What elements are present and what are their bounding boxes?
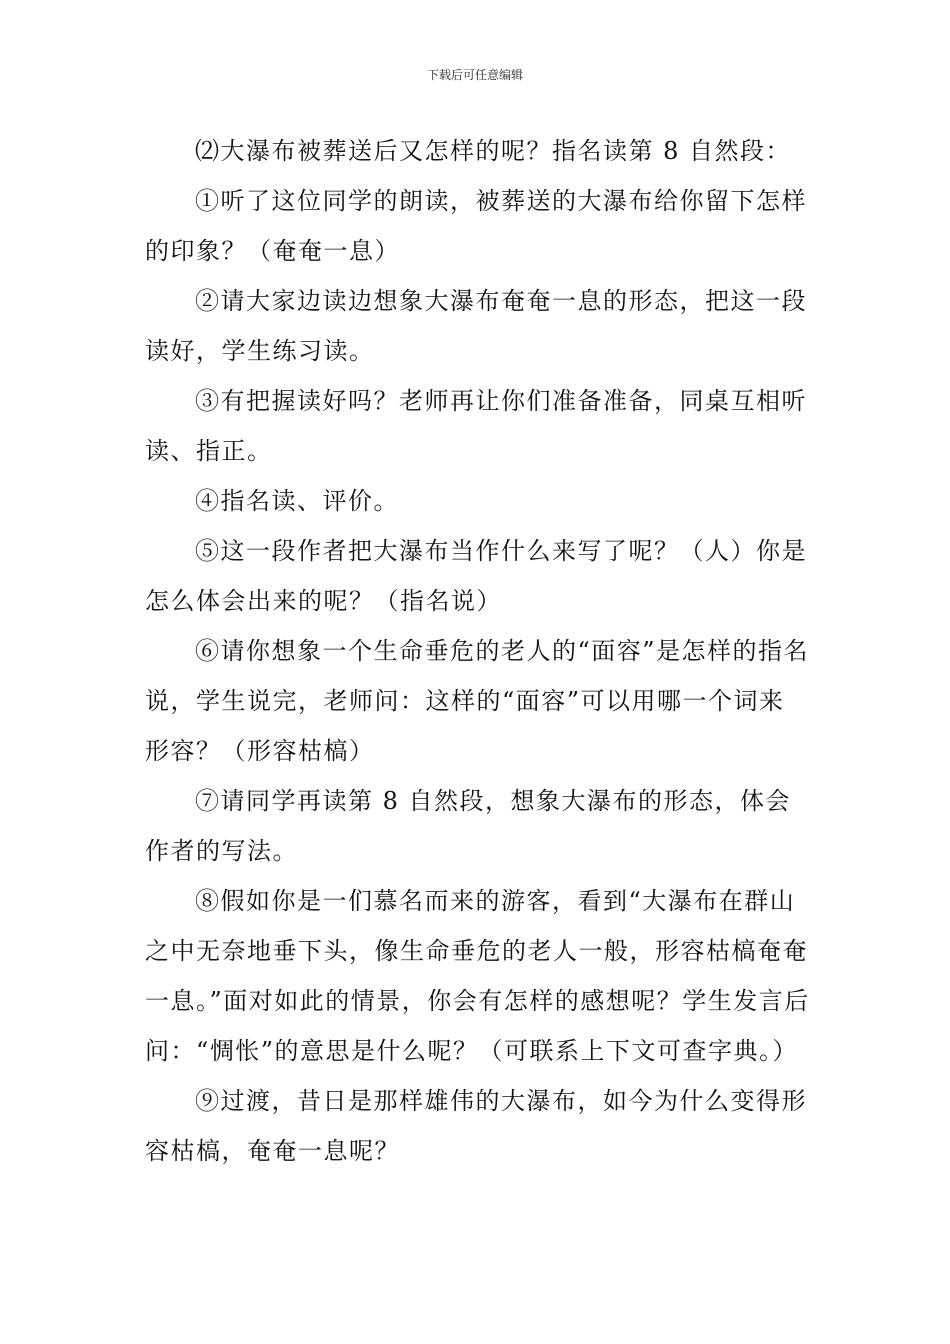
- paragraph-step-1: ①听了这位同学的朗读，被葬送的大瀑布给你留下怎样的印象？（奄奄一息）: [145, 187, 807, 265]
- document-body: [145, 126, 810, 1176]
- paragraph-step-8: ⑧假如你是一们慕名而来的游客，看到“大瀑布在群山之中无奈地垂下头，像生命垂危的老人一般，形容枯槁奄奄一息。”面对如此的情景，你会有怎样的感想呢？学生发言后问：“惆怅”的意思是什么呢？（可联系上下文可查字典。）: [145, 887, 810, 1065]
- paragraph-intro: ⑵大瀑布被葬送后又怎样的呢？指名读第 8 自然段：: [195, 137, 792, 165]
- paragraph-step-5: ⑤这一段作者把大瀑布当作什么来写了呢？（人）你是怎么体会出来的呢？（指名说）: [145, 537, 807, 615]
- paragraph-step-3: ③有把握读好吗？老师再让你们准备准备，同桌互相听读、指正。: [145, 387, 807, 465]
- paragraph-step-2: ②请大家边读边想象大瀑布奄奄一息的形态，把这一段读好，学生练习读。: [145, 287, 807, 365]
- paragraph-step-7: ⑦请同学再读第 8 自然段，想象大瀑布的形态，体会作者的写法。: [145, 787, 792, 865]
- paragraph-step-9: ⑨过渡，昔日是那样雄伟的大瀑布，如今为什么变得形容枯槁，奄奄一息呢？: [145, 1087, 807, 1165]
- paragraph-step-4: ④指名读、评价。: [195, 487, 399, 515]
- page-header: 下载后可任意编辑: [426, 68, 523, 82]
- paragraph-step-6: ⑥请你想象一个生命垂危的老人的“面容”是怎样的指名说，学生说完，老师问：这样的“面容”可以用哪一个词来形容？（形容枯槁）: [145, 637, 810, 765]
